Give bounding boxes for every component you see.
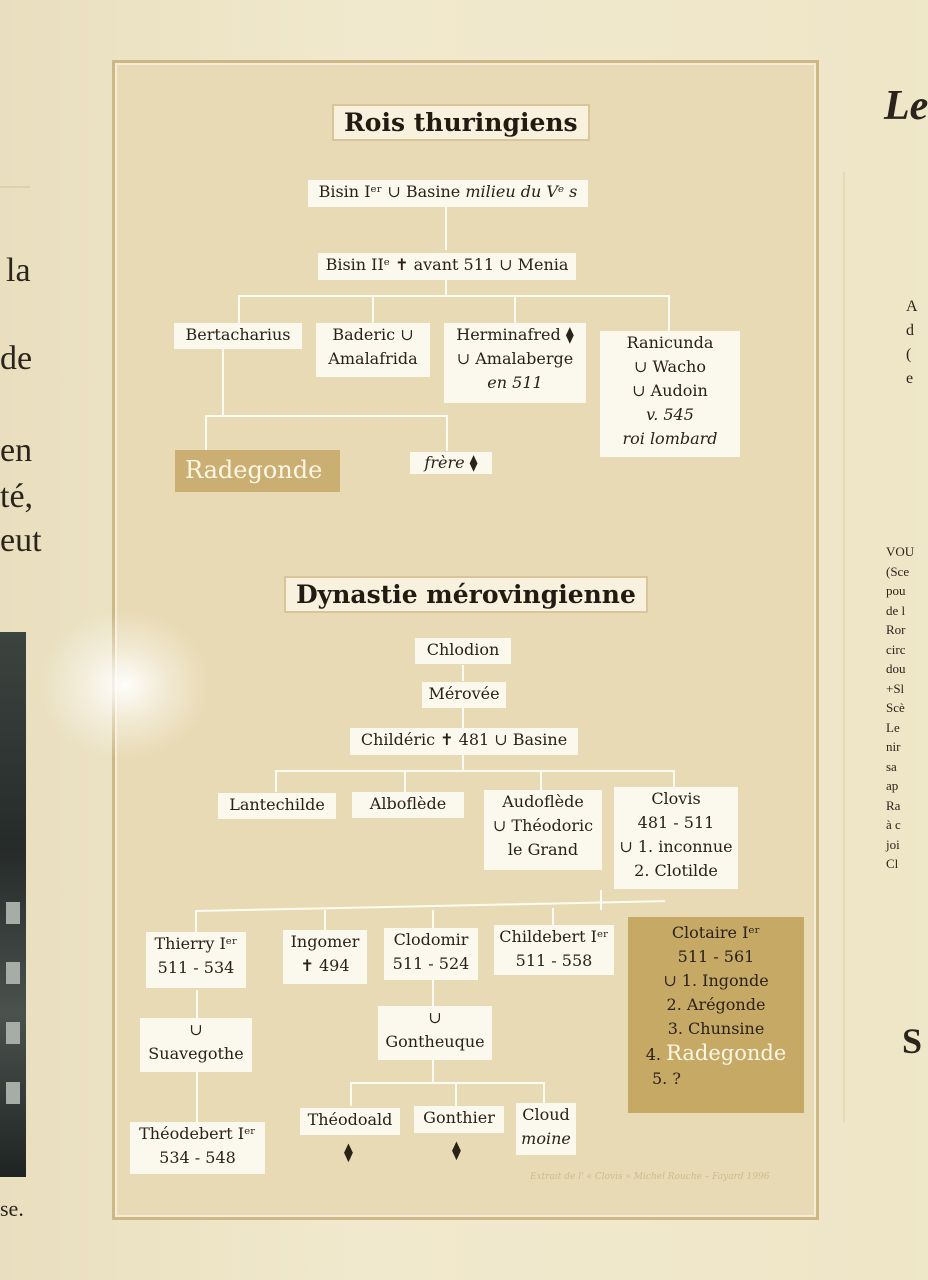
dark-photo xyxy=(0,632,26,1177)
node-gontheuque: ∪ Gontheuque xyxy=(378,1006,492,1060)
node-lantechilde: Lantechilde xyxy=(218,793,336,819)
node-childeric: Childéric ✝ 481 ∪ Basine xyxy=(350,728,578,755)
dagger-gonthier: ⧫ xyxy=(452,1140,461,1161)
node-gonthier: Gonthier xyxy=(414,1106,504,1133)
right-fragment-3: ( xyxy=(906,346,912,363)
node-baderic: Baderic ∪ Amalafrida xyxy=(316,323,430,377)
node-alboflede: Alboflède xyxy=(352,792,464,818)
node-frere: frère ⧫ xyxy=(410,452,492,474)
node-thierry: Thierry Iᵉʳ 511 - 534 xyxy=(146,932,246,988)
node-radegonde: Radegonde xyxy=(175,450,340,492)
left-text-6: se. xyxy=(0,1196,24,1221)
left-text-2: de xyxy=(0,340,33,377)
node-suavegothe: ∪ Suavegothe xyxy=(140,1018,252,1072)
node-bisin-2: Bisin IIᵉ ✝ avant 511 ∪ Menia xyxy=(318,253,576,280)
node-chlodion: Chlodion xyxy=(415,638,511,664)
right-fragment-4: e xyxy=(906,370,914,387)
node-childebert: Childebert Iᵉʳ 511 - 558 xyxy=(494,925,614,975)
node-clodomir: Clodomir 511 - 524 xyxy=(384,928,478,980)
node-theodebert: Théodebert Iᵉʳ 534 - 548 xyxy=(130,1122,265,1174)
section-title-thuringian-kings: Rois thuringiens xyxy=(332,104,590,141)
light-glare xyxy=(40,610,210,760)
node-merovee: Mérovée xyxy=(422,682,506,708)
node-bertacharius: Bertacharius xyxy=(174,323,302,349)
right-small-text-column: VOU (Sce pou de l Ror circ dou +Sl Scè Le nir sa ap Ra à c joi Cl xyxy=(886,544,915,871)
node-clovis: Clovis 481 - 511 ∪ 1. inconnue 2. Clotilde xyxy=(614,787,738,889)
section-title-merovingian-dynasty: Dynastie mérovingienne xyxy=(284,576,648,613)
left-text-4: té, xyxy=(0,478,34,515)
left-text-3: en xyxy=(0,432,33,469)
node-herminafred: Herminafred ⧫ ∪ Amalaberge en 511 xyxy=(444,323,586,403)
node-cloud: Cloud moine xyxy=(516,1103,576,1155)
node-clotaire: Clotaire Iᵉʳ 511 - 561 ∪ 1. Ingonde 2. Arégonde 3. Chunsine 4. Radegonde 5. ? xyxy=(628,917,804,1113)
right-letter: S xyxy=(902,1021,923,1061)
left-text-1: la xyxy=(6,252,31,289)
right-fragment-2: d xyxy=(906,322,914,339)
credit-line: Extrait de l' « Clovis » Michel Rouche – Fayard 1996 xyxy=(530,1172,770,1182)
node-ranicunda: Ranicunda ∪ Wacho ∪ Audoin v. 545 roi lombard xyxy=(600,331,740,457)
node-theodoald: Théodoald xyxy=(300,1108,400,1135)
dagger-theodoald: ⧫ xyxy=(344,1142,353,1163)
node-audoflede: Audoflède ∪ Théodoric le Grand xyxy=(484,790,602,870)
right-page-title: Le xyxy=(884,83,928,129)
right-fragment-1: A xyxy=(906,298,918,315)
left-text-5: eut xyxy=(0,522,42,559)
node-bisin-1: Bisin Iᵉʳ ∪ Basine milieu du Vᵉ s xyxy=(308,180,588,207)
node-ingomer: Ingomer ✝ 494 xyxy=(283,930,367,984)
